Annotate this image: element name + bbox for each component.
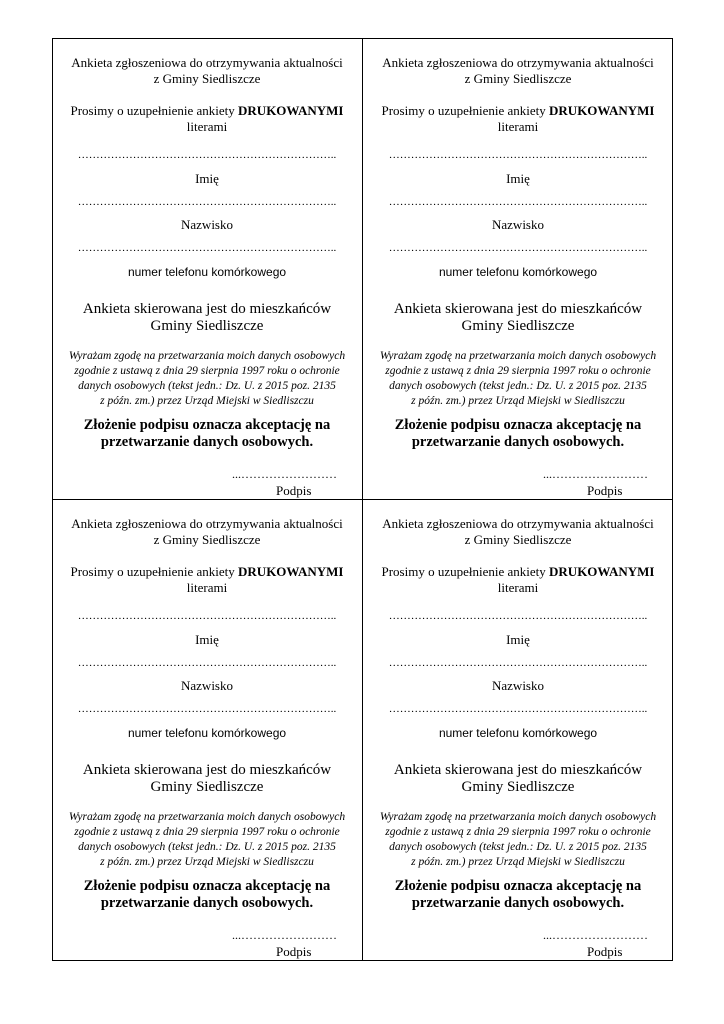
first-name-label: Imię [195, 632, 219, 647]
request-text: Prosimy o uzupełnienie ankiety [381, 564, 550, 579]
phone-line[interactable]: …………………………………………………………….. [388, 242, 648, 254]
header-line: Ankieta zgłoszeniowa do otrzymywania aktualności [382, 55, 654, 70]
request-emphasis: DRUKOWANYMI [549, 103, 655, 118]
consent-line: z późn. zm.) przez Urząd Miejski w Siedliszczu [100, 856, 314, 868]
consent-line: Wyrażam zgodę na przetwarzania moich danych osobowych [379, 350, 657, 362]
signature-label: Podpis [587, 483, 623, 498]
signature-label: Podpis [276, 483, 312, 498]
last-name-line[interactable]: …………………………………………………………….. [388, 196, 648, 208]
target-line: Gminy Siedliszcze [150, 779, 264, 795]
acceptance-line: przetwarzanie danych osobowych. [411, 895, 625, 911]
consent-line: Wyrażam zgodę na przetwarzania moich danych osobowych [68, 811, 346, 823]
survey-card [363, 500, 673, 960]
consent-line: zgodnie z ustawą z dnia 29 sierpnia 1997 roku o ochronie [385, 826, 651, 838]
consent-line: danych osobowych (tekst jedn.: Dz. U. z 2015 poz. 2135 [389, 380, 647, 392]
last-name-label: Nazwisko [181, 678, 233, 693]
signature-line[interactable]: ...…………………… [232, 928, 337, 942]
target-line: Gminy Siedliszcze [461, 779, 575, 795]
survey-card [363, 39, 673, 499]
phone-line[interactable]: …………………………………………………………….. [77, 703, 337, 715]
request-text: literami [186, 580, 228, 595]
first-name-line[interactable]: …………………………………………………………….. [388, 610, 648, 622]
card-header [52, 516, 362, 548]
acceptance-line: Złożenie podpisu oznacza akceptację na [83, 878, 331, 894]
first-name-line[interactable]: …………………………………………………………….. [388, 149, 648, 161]
last-name-label: Nazwisko [492, 678, 544, 693]
phone-label: numer telefonu komórkowego [127, 726, 287, 740]
request-text: Prosimy o uzupełnienie ankiety [381, 103, 550, 118]
request-emphasis: DRUKOWANYMI [238, 564, 344, 579]
print-request [363, 103, 673, 135]
header-line: z Gminy Siedliszcze [153, 71, 261, 86]
target-audience [52, 762, 362, 796]
header-line: z Gminy Siedliszcze [464, 532, 572, 547]
request-text: Prosimy o uzupełnienie ankiety [70, 564, 239, 579]
target-audience [52, 301, 362, 335]
signature-label: Podpis [276, 944, 312, 959]
acceptance-note [363, 417, 673, 451]
survey-card [52, 500, 362, 960]
request-text: literami [497, 580, 539, 595]
target-audience [363, 762, 673, 796]
first-name-label: Imię [195, 171, 219, 186]
consent-line: Wyrażam zgodę na przetwarzania moich danych osobowych [68, 350, 346, 362]
consent-line: z późn. zm.) przez Urząd Miejski w Siedliszczu [411, 395, 625, 407]
consent-line: z późn. zm.) przez Urząd Miejski w Siedliszczu [411, 856, 625, 868]
target-line: Ankieta skierowana jest do mieszkańców [82, 762, 332, 778]
signature-label: Podpis [587, 944, 623, 959]
target-line: Ankieta skierowana jest do mieszkańców [393, 762, 643, 778]
target-line: Gminy Siedliszcze [150, 318, 264, 334]
first-name-label: Imię [506, 171, 530, 186]
last-name-line[interactable]: …………………………………………………………….. [77, 657, 337, 669]
last-name-line[interactable]: …………………………………………………………….. [77, 196, 337, 208]
consent-clause [363, 349, 673, 409]
consent-line: z późn. zm.) przez Urząd Miejski w Siedliszczu [100, 395, 314, 407]
phone-label: numer telefonu komórkowego [438, 726, 598, 740]
phone-label: numer telefonu komórkowego [127, 265, 287, 279]
print-request [52, 103, 362, 135]
signature-line[interactable]: ...…………………… [543, 928, 648, 942]
request-text: literami [186, 119, 228, 134]
signature-line[interactable]: ...…………………… [232, 467, 337, 481]
consent-line: danych osobowych (tekst jedn.: Dz. U. z 2015 poz. 2135 [389, 841, 647, 853]
request-text: Prosimy o uzupełnienie ankiety [70, 103, 239, 118]
consent-line: danych osobowych (tekst jedn.: Dz. U. z 2015 poz. 2135 [78, 841, 336, 853]
print-request [363, 564, 673, 596]
consent-clause [52, 810, 362, 870]
request-emphasis: DRUKOWANYMI [238, 103, 344, 118]
consent-line: Wyrażam zgodę na przetwarzania moich danych osobowych [379, 811, 657, 823]
header-line: z Gminy Siedliszcze [153, 532, 261, 547]
signature-line[interactable]: ...…………………… [543, 467, 648, 481]
target-line: Gminy Siedliszcze [461, 318, 575, 334]
request-text: literami [497, 119, 539, 134]
header-line: Ankieta zgłoszeniowa do otrzymywania aktualności [71, 55, 343, 70]
target-line: Ankieta skierowana jest do mieszkańców [82, 301, 332, 317]
consent-line: zgodnie z ustawą z dnia 29 sierpnia 1997 roku o ochronie [74, 826, 340, 838]
last-name-line[interactable]: …………………………………………………………….. [388, 657, 648, 669]
survey-card [52, 39, 362, 499]
request-emphasis: DRUKOWANYMI [549, 564, 655, 579]
card-header [52, 55, 362, 87]
target-line: Ankieta skierowana jest do mieszkańców [393, 301, 643, 317]
target-audience [363, 301, 673, 335]
acceptance-line: Złożenie podpisu oznacza akceptację na [83, 417, 331, 433]
acceptance-line: Złożenie podpisu oznacza akceptację na [394, 878, 642, 894]
phone-label: numer telefonu komórkowego [438, 265, 598, 279]
acceptance-line: Złożenie podpisu oznacza akceptację na [394, 417, 642, 433]
header-line: Ankieta zgłoszeniowa do otrzymywania aktualności [71, 516, 343, 531]
consent-line: zgodnie z ustawą z dnia 29 sierpnia 1997 roku o ochronie [385, 365, 651, 377]
first-name-label: Imię [506, 632, 530, 647]
last-name-label: Nazwisko [181, 217, 233, 232]
card-header [363, 516, 673, 548]
phone-line[interactable]: …………………………………………………………….. [77, 242, 337, 254]
header-line: z Gminy Siedliszcze [464, 71, 572, 86]
consent-clause [52, 349, 362, 409]
consent-line: zgodnie z ustawą z dnia 29 sierpnia 1997 roku o ochronie [74, 365, 340, 377]
acceptance-note [363, 878, 673, 912]
first-name-line[interactable]: …………………………………………………………….. [77, 610, 337, 622]
acceptance-note [52, 878, 362, 912]
phone-line[interactable]: …………………………………………………………….. [388, 703, 648, 715]
first-name-line[interactable]: …………………………………………………………….. [77, 149, 337, 161]
consent-line: danych osobowych (tekst jedn.: Dz. U. z 2015 poz. 2135 [78, 380, 336, 392]
header-line: Ankieta zgłoszeniowa do otrzymywania aktualności [382, 516, 654, 531]
last-name-label: Nazwisko [492, 217, 544, 232]
consent-clause [363, 810, 673, 870]
acceptance-line: przetwarzanie danych osobowych. [411, 434, 625, 450]
acceptance-line: przetwarzanie danych osobowych. [100, 895, 314, 911]
acceptance-line: przetwarzanie danych osobowych. [100, 434, 314, 450]
card-header [363, 55, 673, 87]
acceptance-note [52, 417, 362, 451]
print-request [52, 564, 362, 596]
